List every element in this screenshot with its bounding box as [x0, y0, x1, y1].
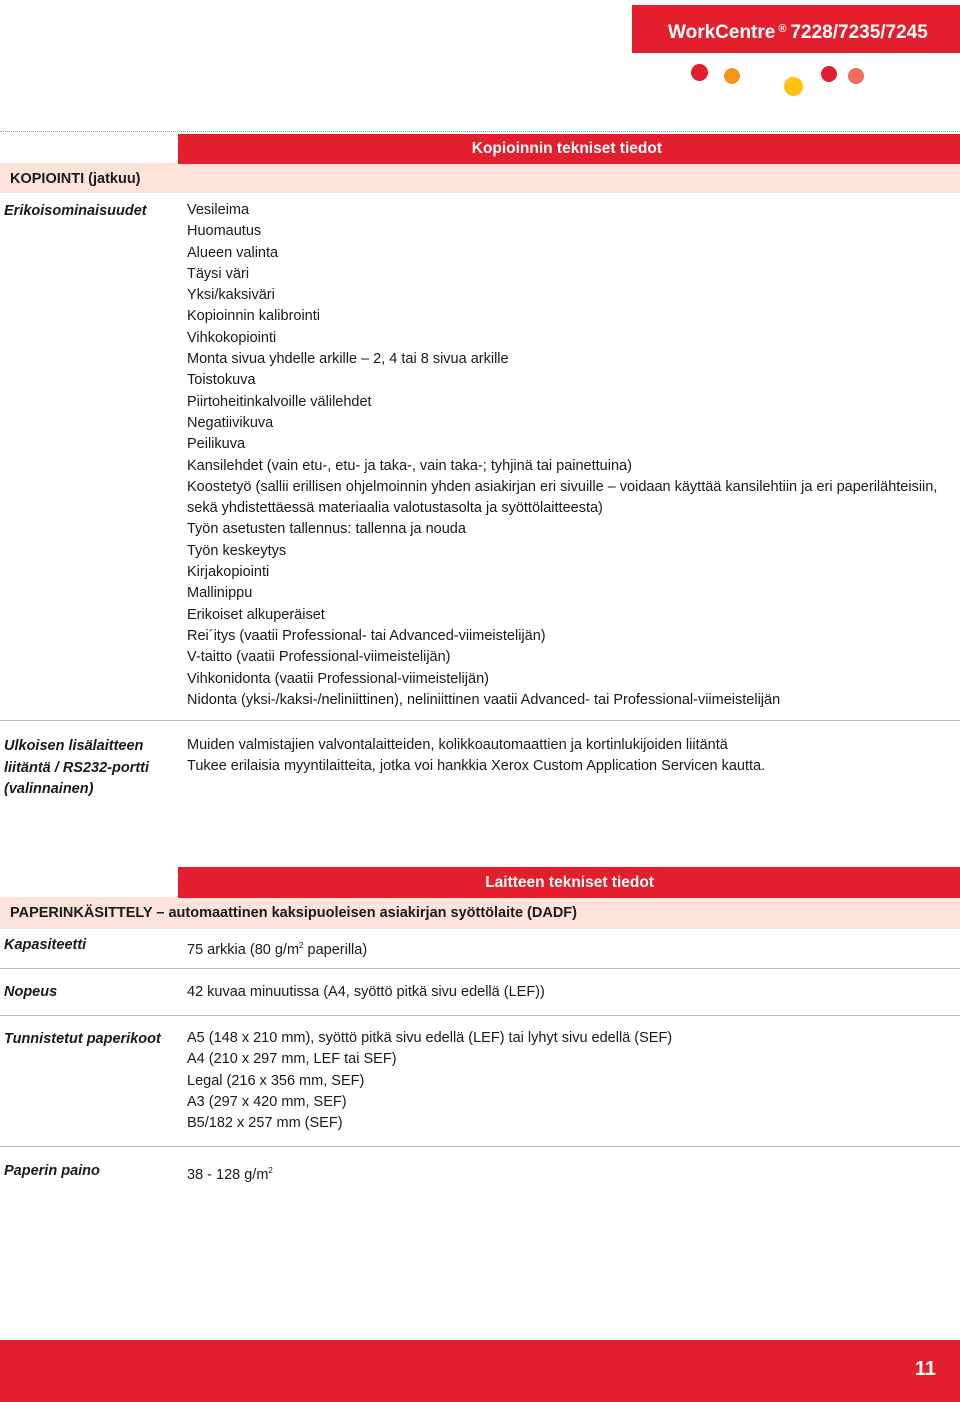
brand-dot-2 — [724, 68, 740, 84]
paper-weight-label: Paperin paino — [4, 1163, 100, 1179]
speed-value — [187, 982, 947, 1003]
list-item: Toistokuva — [187, 372, 256, 389]
list-item: Täysi väri — [187, 265, 250, 282]
weight-sup: 2 — [268, 1166, 273, 1175]
capacity-sup: 2 — [299, 941, 304, 950]
list-item: A4 (210 x 297 mm, LEF tai SEF) — [187, 1051, 397, 1068]
copy-section-label: Kopioinnin tekniset tiedot — [471, 140, 662, 157]
brand-dot-4 — [821, 66, 837, 82]
list-item: Negatiivikuva — [187, 414, 274, 431]
interface-label: Ulkoisen lisälaitteen liitäntä / RS232-portti (valinnainen) — [4, 738, 150, 797]
row-divider — [0, 1146, 960, 1147]
list-item: Yksi/kaksiväri — [187, 287, 275, 304]
brand-dot-3 — [784, 77, 803, 96]
capacity-value — [187, 935, 947, 961]
capacity-text-end: paperilla) — [303, 942, 368, 958]
brand-dot-5 — [848, 68, 864, 84]
list-item: A3 (297 x 420 mm, SEF) — [187, 1093, 347, 1110]
capacity-text: 75 arkkia (80 g/m — [187, 942, 300, 958]
device-section-title: PAPERINKÄSITTELY – automaattinen kaksipuoleisen asiakirjan syöttölaite (DADF) — [10, 905, 577, 921]
list-item: Työn asetusten tallennus: tallenna ja nouda — [187, 521, 466, 538]
list-item: B5/182 x 257 mm (SEF) — [187, 1115, 343, 1132]
list-item: Vihkonidonta (vaatii Professional-viimeistelijän) — [187, 670, 489, 687]
brand-dot-1 — [691, 64, 708, 81]
list-item: Mallinippu — [187, 585, 253, 602]
list-item: A5 (148 x 210 mm), syöttö pitkä sivu edellä (LEF) tai lyhyt sivu edellä (SEF) — [187, 1030, 673, 1046]
list-item: V-taitto (vaatii Professional-viimeistelijän) — [187, 649, 451, 666]
list-item: Muiden valmistajien valvontalaitteiden, kolikkoautomaattien ja kortinlukijoiden liitäntä — [187, 737, 728, 753]
paper-sizes-label: Tunnistetut paperikoot — [4, 1031, 161, 1047]
copy-section-title: KOPIOINTI (jatkuu) — [10, 171, 141, 187]
row-divider — [0, 968, 960, 969]
list-item: Legal (216 x 356 mm, SEF) — [187, 1072, 365, 1089]
list-item: Vihkokopiointi — [187, 329, 277, 346]
list-item: Piirtoheitinkalvoille välilehdet — [187, 393, 372, 410]
paper-sizes-list — [187, 1028, 947, 1134]
copy-header-band — [0, 163, 960, 193]
dotted-divider — [0, 131, 960, 132]
list-item: Kirjakopiointi — [187, 564, 270, 581]
registered-mark: ® — [778, 23, 787, 35]
brand-models: 7228/7235/7245 — [790, 22, 928, 43]
paper-weight-value — [187, 1160, 947, 1186]
footer-bar — [0, 1340, 960, 1402]
special-features-label: Erikoisominaisuudet — [4, 203, 147, 219]
list-item: Työn keskeytys — [187, 542, 287, 559]
list-item: Koostetyö (sallii erillisen ohjelmoinnin yhden asiakirjan eri sivuille – voidaan käyttää kansilehtiin ja eri paperilähteisiin, sekä yhdistettäessä materiaalia valotustasolta ja syöttölaitteesta) — [187, 478, 938, 517]
page-number: 11 — [914, 1358, 936, 1380]
list-item: Kansilehdet (vain etu-, etu- ja taka-, vain taka-; tyhjinä tai painettuina) — [187, 457, 632, 474]
brand-name: WorkCentre — [668, 22, 776, 43]
copy-section-bar — [178, 134, 960, 164]
list-item: Nidonta (yksi-/kaksi-/neliniittinen), neliniittinen vaatii Advanced- tai Professional-viimeistelijän — [187, 691, 781, 708]
list-item: Huomautus — [187, 223, 262, 240]
weight-text: 38 - 128 g/m — [187, 1167, 269, 1183]
interface-list — [187, 735, 947, 778]
special-features-list — [187, 200, 947, 711]
list-item: Peilikuva — [187, 436, 246, 453]
list-item: Monta sivua yhdelle arkille – 2, 4 tai 8 sivua arkille — [187, 351, 509, 368]
list-item: Erikoiset alkuperäiset — [187, 606, 325, 623]
brand-bar — [632, 5, 960, 53]
speed-text: 42 kuvaa minuutissa (A4, syöttö pitkä sivu edellä (LEF)) — [187, 984, 545, 1000]
list-item: Vesileima — [187, 202, 250, 218]
capacity-label: Kapasiteetti — [4, 937, 87, 953]
device-section-bar — [178, 867, 960, 898]
list-item: Alueen valinta — [187, 244, 279, 261]
row-divider — [0, 1015, 960, 1016]
speed-label: Nopeus — [4, 984, 58, 1000]
device-section-label: Laitteen tekniset tiedot — [485, 874, 654, 891]
row-divider — [0, 720, 960, 721]
list-item: Rei´itys (vaatii Professional- tai Advanced-viimeistelijän) — [187, 627, 546, 644]
list-item: Kopioinnin kalibrointi — [187, 308, 320, 325]
list-item: Tukee erilaisia myyntilaitteita, jotka voi hankkia Xerox Custom Application Servicen kautta. — [187, 758, 766, 775]
